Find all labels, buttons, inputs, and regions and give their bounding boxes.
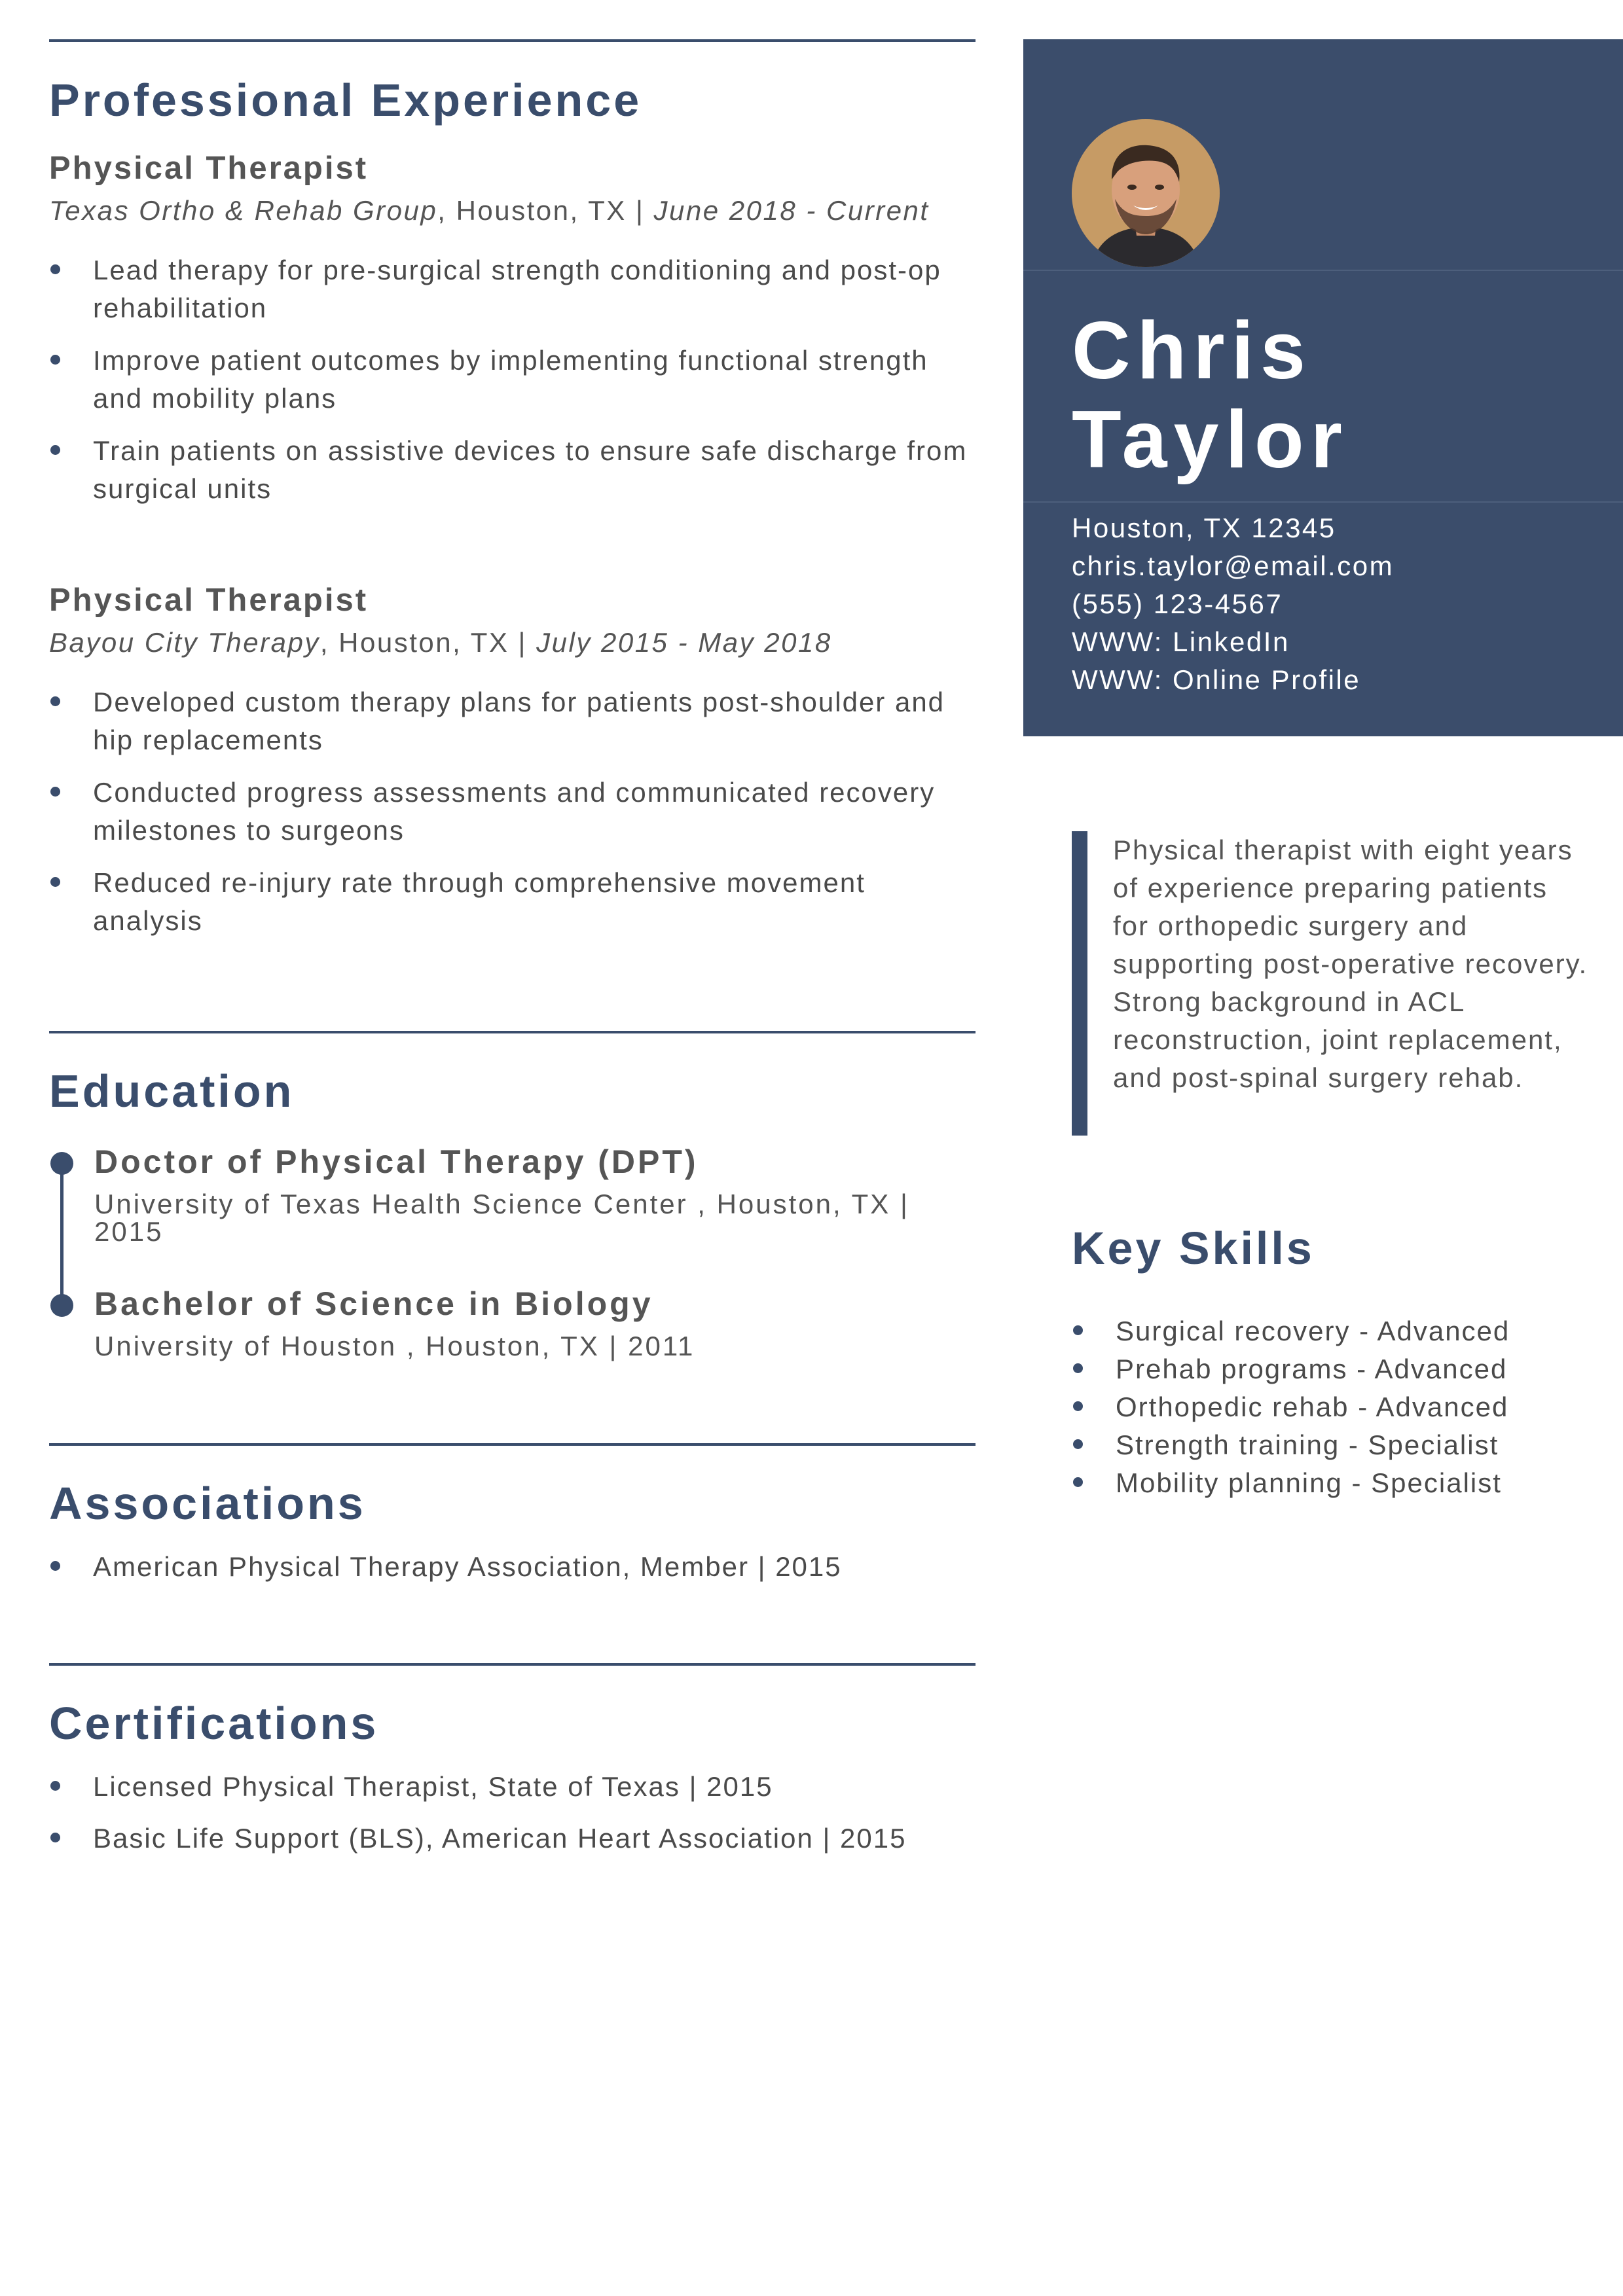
education-item (49, 1287, 976, 1360)
job-meta (49, 197, 976, 224)
section-divider (49, 1031, 976, 1033)
sidebar (1023, 39, 1623, 1498)
job-location: , Houston, TX (319, 627, 509, 658)
degree-title: Doctor of Physical Therapy (DPT) (94, 1143, 699, 1180)
list-item: Lead therapy for pre-surgical strength conditioning and post-op rehabilitation (49, 251, 976, 327)
email-link[interactable]: chris.taylor@email.com (1072, 550, 1395, 581)
list-item: Conducted progress assessments and communicated recovery milestones to surgeons (49, 774, 976, 850)
associations-list (49, 1548, 976, 1586)
portrait-photo (1072, 119, 1220, 267)
certifications-list (49, 1768, 976, 1857)
list-item: Prehab programs - Advanced (1072, 1350, 1596, 1388)
candidate-name (1072, 306, 1349, 484)
section-divider (49, 1663, 976, 1666)
list-item: Orthopedic rehab - Advanced (1072, 1388, 1596, 1426)
degree-title: Bachelor of Science in Biology (94, 1285, 653, 1322)
address: Houston, TX 12345 (1072, 512, 1336, 543)
separator: | (509, 627, 537, 658)
job-title: Physical Therapist (49, 583, 369, 618)
list-item: Mobility planning - Specialist (1072, 1464, 1596, 1502)
list-item: Reduced re-injury rate through comprehensive movement analysis (49, 864, 976, 940)
list-item: American Physical Therapy Association, Member | 2015 (49, 1548, 976, 1586)
first-name: Chris (1072, 306, 1312, 396)
job-bullets (49, 683, 976, 940)
company-name: Texas Ortho & Rehab Group (49, 195, 438, 226)
online-profile-link[interactable]: WWW: Online Profile (1072, 664, 1361, 695)
job-bullets (49, 251, 976, 508)
certifications-heading: Certifications (49, 1698, 379, 1749)
job-meta (49, 629, 976, 656)
company-name: Bayou City Therapy (49, 627, 320, 658)
education-item (49, 1145, 976, 1246)
job-location: , Houston, TX (437, 195, 627, 226)
list-item: Train patients on assistive devices to ensure safe discharge from surgical units (49, 432, 976, 508)
linkedin-link[interactable]: WWW: LinkedIn (1072, 626, 1290, 657)
section-divider (49, 1443, 976, 1446)
school-info: University of Texas Health Science Center , Houston, TX | 2015 (94, 1189, 909, 1247)
job-entry (49, 584, 976, 940)
experience-heading: Professional Experience (49, 75, 642, 126)
list-item: Surgical recovery - Advanced (1072, 1312, 1596, 1350)
header-divider (1023, 270, 1623, 271)
summary (1072, 831, 1589, 1097)
skills-heading: Key Skills (1072, 1223, 1315, 1274)
summary-accent-bar (1072, 831, 1087, 1136)
section-divider (49, 39, 976, 42)
list-item: Basic Life Support (BLS), American Heart Association | 2015 (49, 1820, 976, 1857)
avatar (1072, 119, 1220, 267)
separator: | (626, 195, 654, 226)
job-dates: July 2015 - May 2018 (536, 627, 832, 658)
header-divider (1023, 501, 1623, 503)
school-info: University of Houston , Houston, TX | 2011 (94, 1331, 695, 1361)
associations-heading: Associations (49, 1478, 366, 1529)
job-title: Physical Therapist (49, 151, 369, 186)
skills-list (1072, 1312, 1596, 1502)
timeline-dot (50, 1294, 73, 1317)
summary-text: Physical therapist with eight years of experience preparing patients for orthopedic surgery and supporting post-operative recovery. Strong background in ACL reconstruction, joint replacement, and post-spinal surgery rehab. (1113, 834, 1588, 1093)
profile-header (1023, 39, 1623, 736)
job-dates: June 2018 - Current (653, 195, 930, 226)
phone: (555) 123-4567 (1072, 588, 1283, 619)
list-item: Strength training - Specialist (1072, 1426, 1596, 1464)
contact-info (1072, 509, 1394, 699)
list-item: Improve patient outcomes by implementing functional strength and mobility plans (49, 342, 976, 418)
timeline-dot (50, 1152, 73, 1175)
last-name: Taylor (1072, 395, 1349, 485)
list-item: Developed custom therapy plans for patients post-shoulder and hip replacements (49, 683, 976, 759)
job-entry (49, 152, 976, 508)
list-item: Licensed Physical Therapist, State of Texas | 2015 (49, 1768, 976, 1806)
education-heading: Education (49, 1066, 295, 1117)
